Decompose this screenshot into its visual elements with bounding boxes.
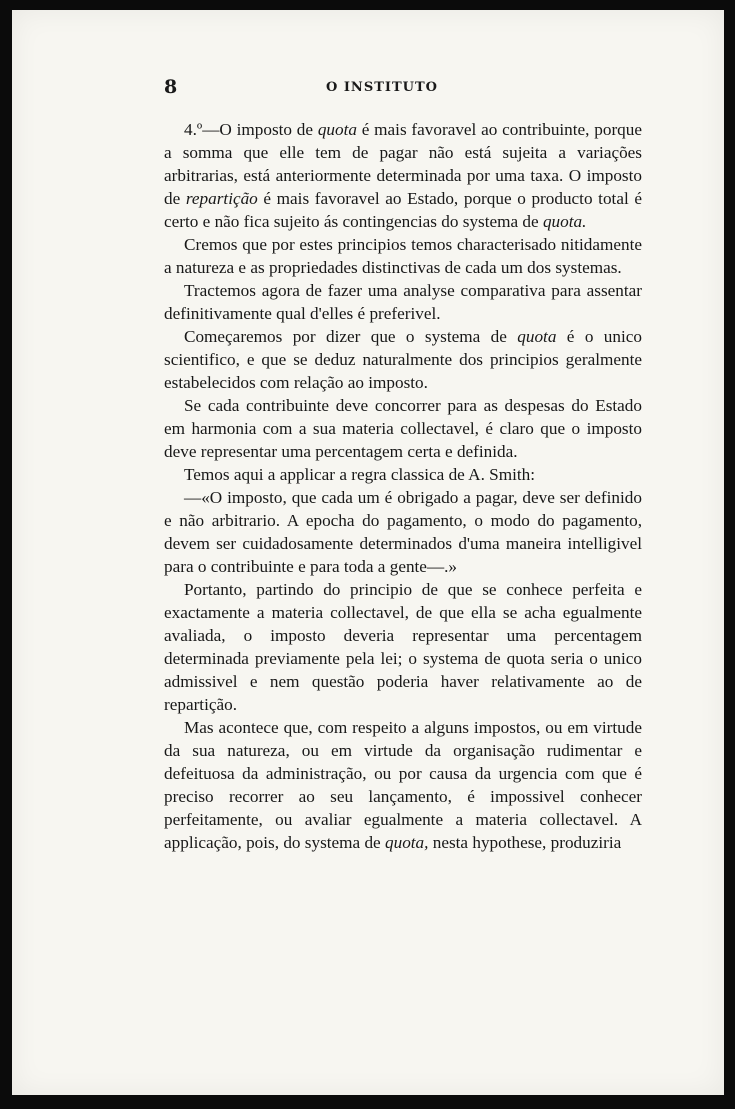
text-run: —«O imposto, que cada um é obrigado a pagar, deve ser definido e não arbitrario. A epocha do pagamento, o modo do pagamento, devem ser cuidadosamente determinados d'uma maneira intelligivel para o contribuinte e para toda a gente—.» bbox=[164, 488, 642, 576]
italic-term: quota. bbox=[542, 212, 587, 231]
paragraph bbox=[164, 118, 642, 233]
text-run: Mas acontece que, com respeito a alguns impostos, ou em virtude da sua natureza, ou em virtude da organisação rudimentar e defeituosa da administração, ou por causa da urgencia com que é preciso recorrer ao seu lançamento, é impossivel conhecer perfeitamente, ou avaliar egualmente a materia collectavel. A applicação, pois, do systema de bbox=[164, 718, 642, 852]
paragraph bbox=[164, 716, 642, 854]
text-run: Cremos que por estes principios temos characterisado nitidamente a natureza e as propriedades distinctivas de cada um dos systemas. bbox=[164, 235, 642, 277]
text-run: 4.º—O imposto de bbox=[184, 120, 318, 139]
text-run: é mais favoravel ao Estado, porque o producto total é certo e não fica sujeito ás contingencias do systema de bbox=[164, 189, 642, 231]
italic-term: quota, bbox=[385, 833, 429, 852]
paragraph bbox=[164, 578, 642, 716]
paragraph bbox=[164, 463, 642, 486]
paragraph bbox=[164, 325, 642, 394]
page-number: 8 bbox=[164, 76, 178, 98]
text-run: Começaremos por dizer que o systema de bbox=[184, 327, 518, 346]
body-text bbox=[164, 118, 642, 854]
paragraph bbox=[164, 394, 642, 463]
italic-term: quota bbox=[517, 327, 557, 346]
italic-term: quota bbox=[317, 120, 357, 139]
text-run: Se cada contribuinte deve concorrer para as despesas do Estado em harmonia com a sua materia collectavel, é claro que o imposto deve representar uma percentagem certa e definida. bbox=[164, 396, 642, 461]
text-run: Temos aqui a applicar a regra classica de A. Smith: bbox=[184, 465, 536, 484]
italic-term: repartição bbox=[185, 189, 258, 208]
text-run: Portanto, partindo do principio de que se conhece perfeita e exactamente a materia collectavel, de que ella se acha egualmente avaliada, o imposto deveria representar uma percentagem determinada previamente pela lei; o systema de quota seria o unico admissivel e nem questão poderia haver relativamente ao de repartição. bbox=[164, 580, 642, 714]
text-run: é o unico scientifico, e que se deduz naturalmente dos principios geralmente estabelecidos com relação ao imposto. bbox=[164, 327, 642, 392]
text-run: nesta hypothese, produziria bbox=[428, 833, 622, 852]
paragraph bbox=[164, 279, 642, 325]
text-run: é mais favoravel ao contribuinte, porque a somma que elle tem de pagar não está sujeita a variações arbitrarias, está anteriormente determinada por uma taxa. O imposto de bbox=[164, 120, 642, 208]
page-header bbox=[156, 76, 636, 102]
paragraph bbox=[164, 233, 642, 279]
paragraph bbox=[164, 486, 642, 578]
running-title: O INSTITUTO bbox=[326, 80, 438, 95]
text-run: Tractemos agora de fazer uma analyse comparativa para assentar definitivamente qual d'elles é preferivel. bbox=[164, 281, 642, 323]
